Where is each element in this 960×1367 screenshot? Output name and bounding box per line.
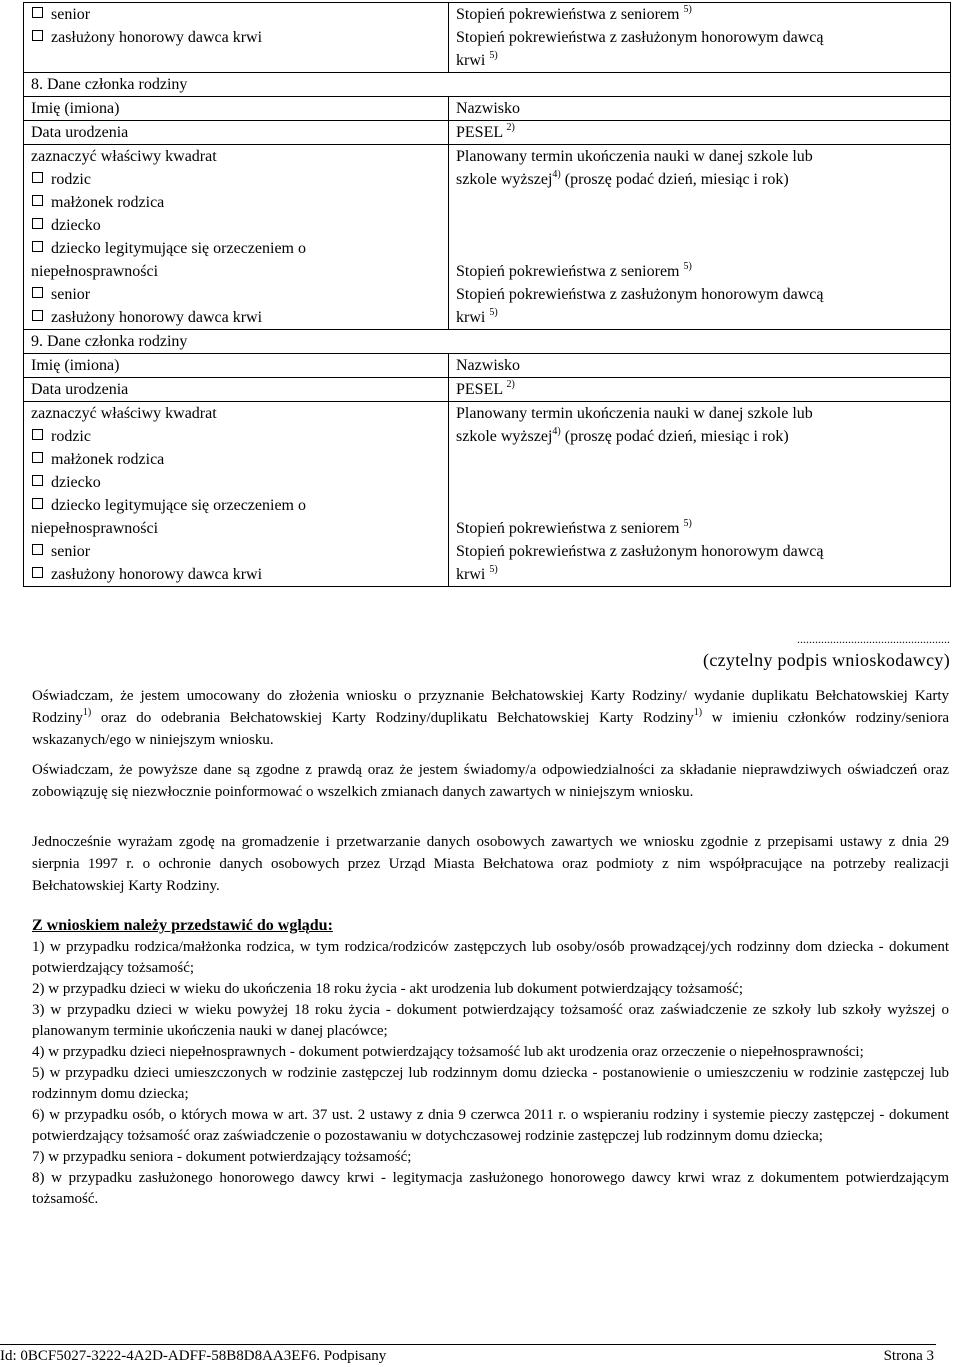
declaration-data-consent: Jednocześnie wyrażam zgodę na gromadzenie i przetwarzanie danych osobowych zawartych we wniosku zgodnie z przepisami ustawy z dnia 29 sierpnia 1997 r. o ochronie danych osobowych przez Urząd Miasta Bełchatowa oraz podmioty z nim współpracujące na potrzeby realizacji Bełchatowskiej Karty Rodziny. [32,834,949,894]
checkbox-icon[interactable] [32,310,43,321]
checkbox-icon[interactable] [32,241,43,252]
member-8-pesel-field[interactable]: PESEL $^{2)}$ [449,121,951,145]
member-8-header: 8. Dane członka rodziny [24,73,951,97]
option-child-disabled[interactable]: dziecko legitymujące się orzeczeniem o niepełnosprawności [31,240,306,280]
member-9-header-row [24,330,951,354]
option-child-disabled[interactable]: dziecko legitymujące się orzeczeniem o niepełnosprawności [31,497,306,537]
requirement-item: 7) w przypadku seniora - dokument potwierdzający tożsamość; [32,1149,412,1165]
member-9-relation-row [24,402,951,587]
document-id: Id: 0BCF5027-3222-4A2D-ADFF-58B8D8AA3EF6. Podpisany [0,1348,387,1364]
checkbox-icon[interactable] [32,172,43,183]
footer-divider [0,1344,936,1345]
declaration-authorization: Oświadczam, że jestem umocowany do złożenia wniosku o przyznanie Bełchatowskiej Karty Rodziny/ wydanie duplikatu Bełchatowskiej Karty Rodziny$^{1)}$ oraz do odebrania Bełchatowskiej Karty Rodziny/duplikatu Bełchatowskiej Karty Rodziny$^{1)}$ w imieniu członków rodziny/seniora wskazanych/ego w niniejszym wniosku. [32,688,950,748]
checkbox-icon[interactable] [32,544,43,555]
signature-block [703,632,950,672]
member-7-checkboxes [24,3,449,73]
member-9-name-row [24,354,951,378]
family-members-table [23,2,951,587]
option-senior[interactable]: senior [31,3,448,26]
option-senior[interactable]: senior [31,540,448,563]
mark-label: zaznaczyć właściwy kwadrat [31,405,217,422]
degree-senior-label: Stopień pokrewieństwa z seniorem $^{5)}$ [456,261,692,280]
member-7-continuation-row [24,3,951,73]
member-8-relation-row [24,145,951,330]
signature-line[interactable]: ................................................... [797,632,950,646]
checkbox-icon[interactable] [32,452,43,463]
requirement-item: 8) w przypadku zasłużonego honorowego dawcy krwi - legitymacja zasłużonego honorowego dawcy krwi wraz z dokumentem potwierdzającym tożsamość. [32,1170,949,1207]
mark-label: zaznaczyć właściwy kwadrat [31,148,217,165]
declaration-truthfulness: Oświadczam, że powyższe dane są zgodne z prawdą oraz że jestem świadomy/a odpowiedzialności za składanie nieprawdziwych oświadczeń oraz zobowiązuję się niezwłocznie poinformować o wszelkich zmianach danych zawartych w niniejszym wniosku. [32,762,949,800]
option-donor[interactable]: zasłużony honorowy dawca krwi [31,26,448,49]
member-8-details-cell[interactable]: Planowany termin ukończenia nauki w danej szkole lub szkole wyższej$^{4)}$ (proszę podać dzień, miesiąc i rok) Stopień pokrewieństwa z seniorem $^{5)}$ Stopień pokrewieństwa z zasłużonym honorowym dawcą krwi $^{5)}$ [449,145,951,330]
planned-graduation-label: Planowany termin ukończenia nauki w danej szkole lub [456,148,813,165]
member-9-surname-field[interactable]: Nazwisko [449,354,951,378]
checkbox-icon[interactable] [32,287,43,298]
degree-donor-label: Stopień pokrewieństwa z zasłużonym honorowym dawcą [456,286,824,303]
signature-label: (czytelny podpis wnioskodawcy) [703,650,950,670]
page-number: Strona 3 [883,1348,934,1364]
member-8-name-row [24,97,951,121]
checkbox-icon[interactable] [32,429,43,440]
member-9-relation-checkboxes [24,402,449,587]
checkbox-icon[interactable] [32,218,43,229]
member-8-relation-checkboxes [24,145,449,330]
degree-donor-label: Stopień pokrewieństwa z zasłużonym honorowym dawcą [456,543,824,560]
requirement-item: 3) w przypadku dzieci w wieku powyżej 18 roku życia - dokument potwierdzający tożsamość oraz zaświadczenie ze szkoły lub szkoły wyższej o planowanym terminie ukończenia nauki w danej placówce; [32,1002,949,1039]
option-spouse[interactable]: małżonek rodzica [31,448,448,471]
member-9-header: 9. Dane członka rodziny [24,330,951,354]
requirement-item: 4) w przypadku dzieci niepełnosprawnych - dokument potwierdzający tożsamość lub akt urodzenia oraz orzeczenie o niepełnosprawności; [32,1044,864,1060]
checkbox-icon[interactable] [32,7,43,18]
option-donor[interactable]: zasłużony honorowy dawca krwi [31,306,448,329]
requirement-item: 5) w przypadku dzieci umieszczonych w rodzinie zastępczej lub rodzinnym domu dziecka - postanowienie o umieszczeniu w rodzinie zastępczej lub rodzinnym domu dziecka; [32,1065,949,1102]
option-senior[interactable]: senior [31,283,448,306]
checkbox-icon[interactable] [32,195,43,206]
member-8-dob-field[interactable]: Data urodzenia [24,121,449,145]
requirements-section [32,915,949,1210]
checkbox-icon[interactable] [32,567,43,578]
member-8-first-name-field[interactable]: Imię (imiona) [24,97,449,121]
requirement-item: 1) w przypadku rodzica/małżonka rodzica, w tym rodzica/rodziców zastępczych lub osoby/osób prowadzącej/ych rodzinny dom dziecka - dokument potwierdzający tożsamość; [32,939,949,976]
requirement-item: 6) w przypadku osób, o których mowa w art. 37 ust. 2 ustawy z dnia 9 czerwca 2011 r. o wspieraniu rodziny i systemie pieczy zastępczej - dokument potwierdzający tożsamość oraz zaświadczenie o pozostawaniu w dotychczasowej rodzinie zastępczej lub rodzinnym domu dziecka; [32,1107,949,1144]
member-9-details-cell[interactable]: Planowany termin ukończenia nauki w danej szkole lub szkole wyższej$^{4)}$ (proszę podać dzień, miesiąc i rok) Stopień pokrewieństwa z seniorem $^{5)}$ Stopień pokrewieństwa z zasłużonym honorowym dawcą krwi $^{5)}$ [449,402,951,587]
option-child[interactable]: dziecko [31,214,448,237]
option-donor[interactable]: zasłużony honorowy dawca krwi [31,563,448,586]
member-8-surname-field[interactable]: Nazwisko [449,97,951,121]
planned-graduation-label: Planowany termin ukończenia nauki w danej szkole lub [456,405,813,422]
degree-donor-label: Stopień pokrewieństwa z zasłużonym honorowym dawcą [456,29,824,46]
option-spouse[interactable]: małżonek rodzica [31,191,448,214]
member-8-dob-row [24,121,951,145]
degree-senior-label: Stopień pokrewieństwa z seniorem $^{5)}$ [456,518,692,537]
requirement-item: 2) w przypadku dzieci w wieku do ukończenia 18 roku życia - akt urodzenia lub dokument potwierdzający tożsamość; [32,981,744,997]
checkbox-icon[interactable] [32,498,43,509]
member-9-first-name-field[interactable]: Imię (imiona) [24,354,449,378]
requirements-heading: Z wnioskiem należy przedstawić do wglądu: [32,917,333,934]
member-9-dob-row [24,378,951,402]
degree-senior-label: Stopień pokrewieństwa z seniorem $^{5)}$ [456,4,692,23]
option-child[interactable]: dziecko [31,471,448,494]
option-parent[interactable]: rodzic [31,425,448,448]
member-9-dob-field[interactable]: Data urodzenia [24,378,449,402]
checkbox-icon[interactable] [32,30,43,41]
member-8-header-row [24,73,951,97]
option-parent[interactable]: rodzic [31,168,448,191]
member-7-degree-cell[interactable]: Stopień pokrewieństwa z seniorem $^{5)}$ Stopień pokrewieństwa z zasłużonym honorowym dawcą krwi $^{5)}$ [449,3,951,73]
checkbox-icon[interactable] [32,475,43,486]
member-9-pesel-field[interactable]: PESEL $^{2)}$ [449,378,951,402]
